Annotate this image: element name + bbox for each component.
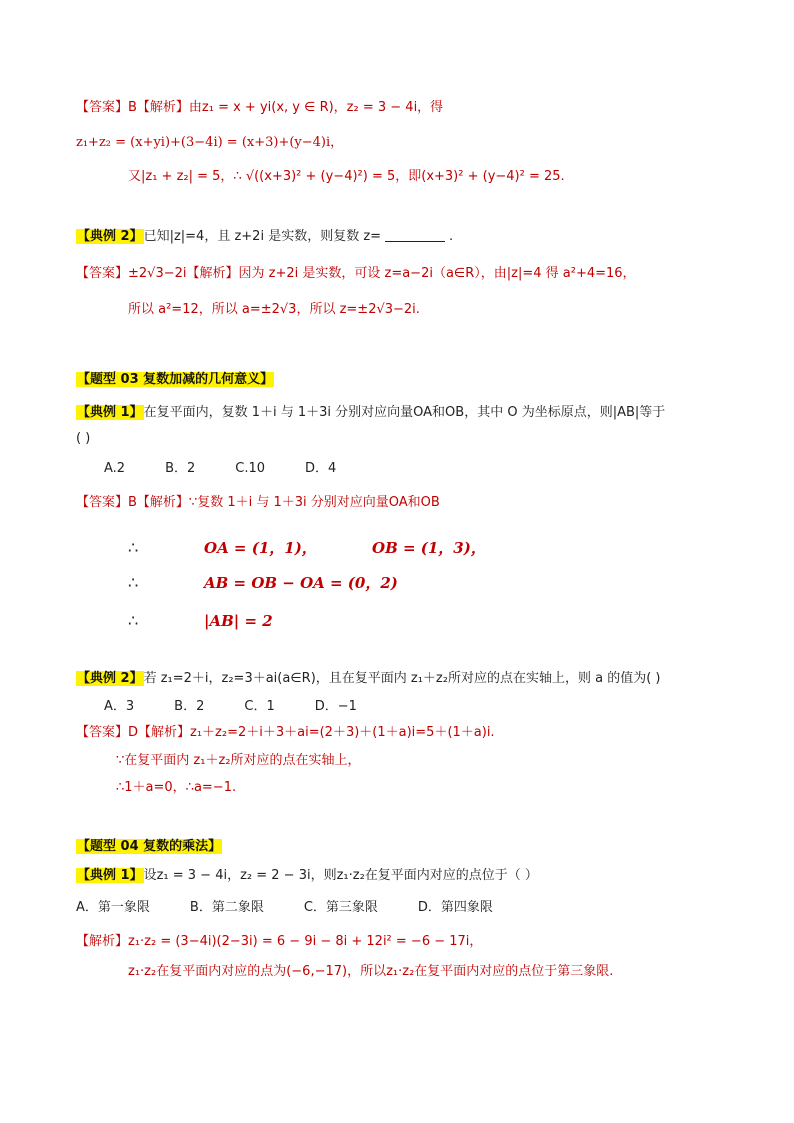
t4-example-1-answer-2: z₁·z₂在复平面内对应的点为(−6,−17)，所以z₁·z₂在复平面内对应的点位于第三象限. bbox=[128, 964, 614, 979]
t3-example-1-answer: 【答案】B【解析】∵复数 1＋i 与 1＋3i 分别对应向量OA和OB bbox=[76, 495, 440, 510]
vector-step-2: ∴ AB = OB − OA = (0，2) bbox=[128, 573, 398, 592]
t3-example-2-options: A．3 B．2 C．1 D．−1 bbox=[104, 699, 357, 714]
answer-line-3: 又|z₁ + z₂| = 5，∴ √((x+3)² + (y−4)²) = 5，即(x+3)² + (y−4)² = 25. bbox=[128, 169, 565, 184]
vector-step-3: ∴ |AB| = 2 bbox=[128, 611, 273, 630]
t4-example-1-answer: 【解析】z₁·z₂ = (3−4i)(2−3i) = 6 − 9i − 8i + 12i² = −6 − 17i， bbox=[76, 934, 483, 949]
t3-example-1-options: A.2 B．2 C.10 D．4 bbox=[104, 461, 337, 476]
t3-example-2-step-1: ∵在复平面内 z₁＋z₂所对应的点在实轴上， bbox=[116, 753, 361, 768]
section-heading-03: 【题型 03 复数加减的几何意义】 bbox=[77, 372, 274, 387]
vector-step-1: ∴ OA = (1，1)， OB = (1，3)， bbox=[128, 538, 486, 557]
t3-example-1-question: 【典例 1】在复平面内，复数 1＋i 与 1＋3i 分别对应向量OA和OB，其中 O 为坐标原点，则|AB|等于 bbox=[77, 405, 666, 420]
t3-example-2-step-2: ∴1＋a=0，∴a=−1. bbox=[116, 780, 237, 795]
t4-example-1-options: A．第一象限 B．第二象限 C．第三象限 D．第四象限 bbox=[76, 900, 493, 915]
answer-line-2: z₁+z₂ = (x+yi)+(3−4i) = (x+3)+(y−4)i， bbox=[76, 135, 344, 150]
example-2-question: 【典例 2】已知|z|=4，且 z+2i 是实数，则复数 z= . bbox=[77, 229, 454, 244]
t4-example-1-question: 【典例 1】设z₁ = 3 − 4i，z₂ = 2 − 3i，则z₁·z₂在复平面内对应的点位于（ ） bbox=[77, 868, 538, 883]
section-heading-04: 【题型 04 复数的乘法】 bbox=[77, 839, 222, 854]
example-2-answer-2: 所以 a²=12，所以 a=±2√3，所以 z=±2√3−2i. bbox=[128, 302, 420, 317]
t3-example-1-paren: ( ) bbox=[76, 431, 91, 446]
answer-line-1: 【答案】B【解析】由z₁ = x + yi(x, y ∈ R)，z₂ = 3 − 4i，得 bbox=[76, 100, 444, 115]
example-2-answer: 【答案】±2√3−2i【解析】因为 z+2i 是实数，可设 z=a−2i（a∈R），由|z|=4 得 a²+4=16， bbox=[76, 266, 636, 281]
t3-example-2-question: 【典例 2】若 z₁=2＋i，z₂=3＋ai(a∈R)，且在复平面内 z₁＋z₂所对应的点在实轴上，则 a 的值为( ) bbox=[77, 671, 661, 686]
t3-example-2-answer: 【答案】D【解析】z₁＋z₂=2＋i＋3＋ai=(2＋3)＋(1＋a)i=5＋(1＋a)i. bbox=[76, 725, 495, 740]
example-tag: 【典例 2】 bbox=[77, 229, 143, 244]
answer-blank bbox=[385, 229, 445, 242]
